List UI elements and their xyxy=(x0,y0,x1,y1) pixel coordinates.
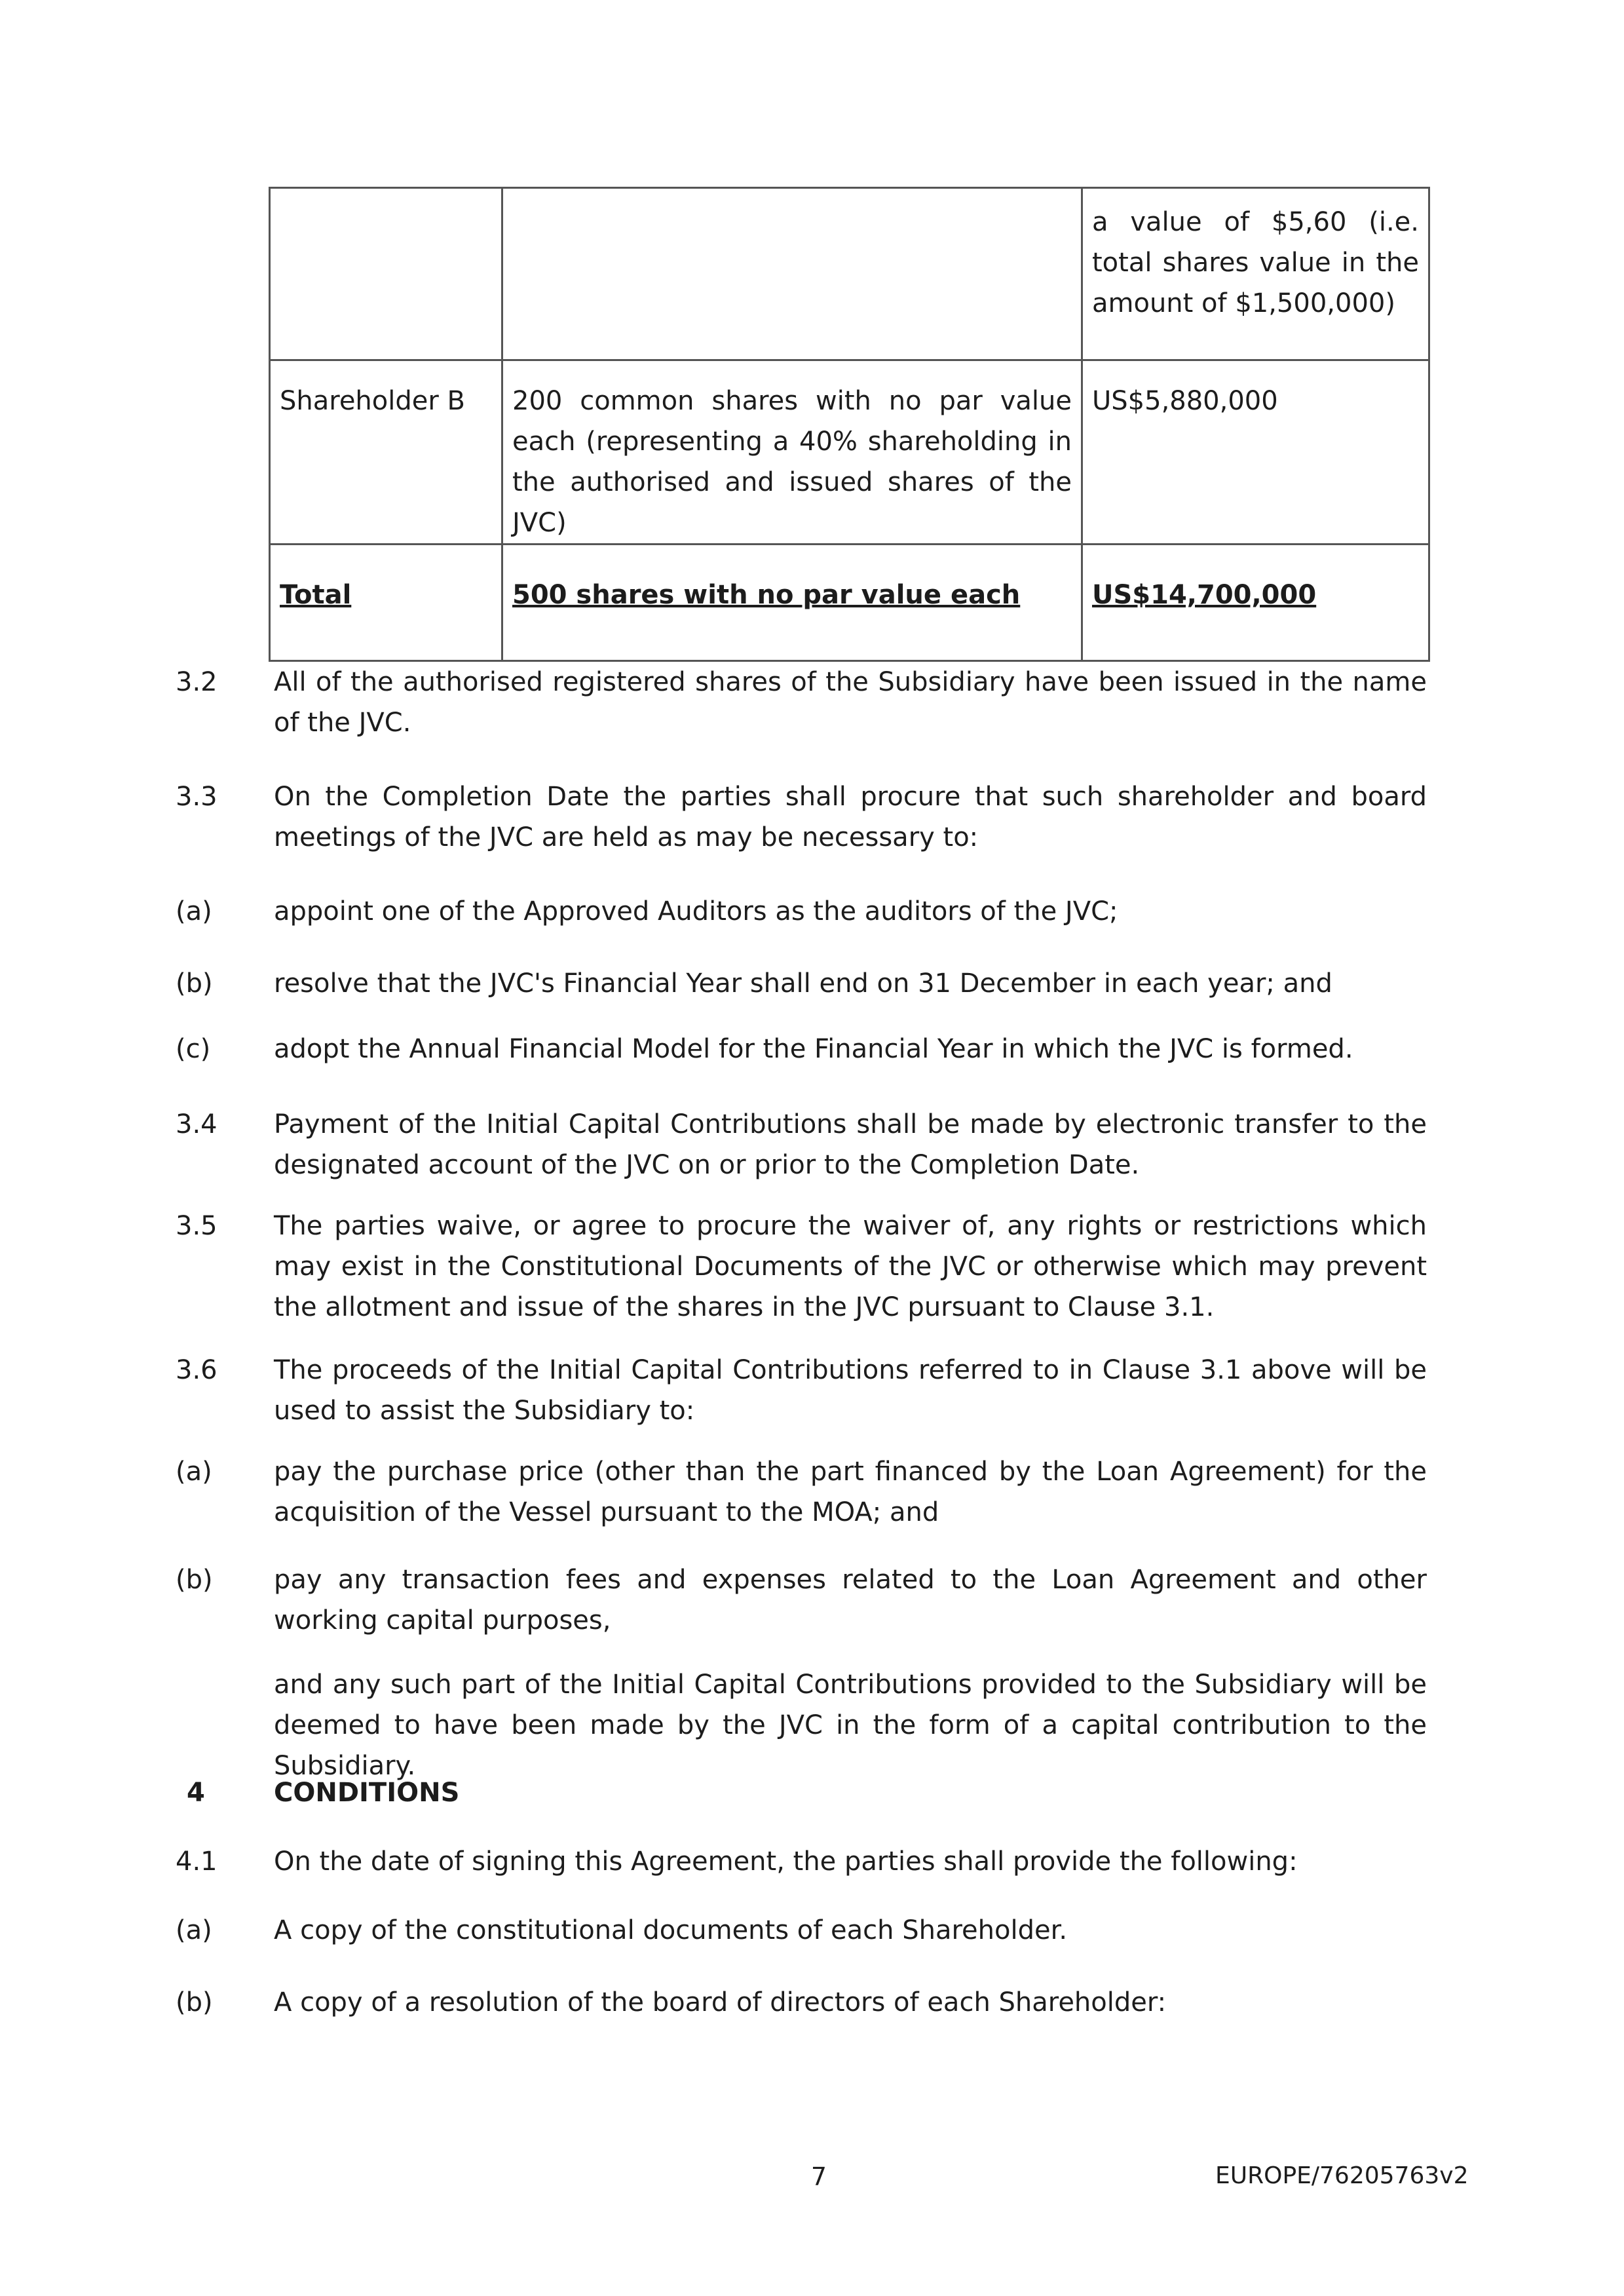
clause-text: Payment of the Initial Capital Contributions shall be made by electronic transfer to the designated account of the JVC on or prior to the Completion Date. xyxy=(274,1109,1427,1180)
clause-text: A copy of the constitutional documents of each Shareholder. xyxy=(274,1915,1068,1945)
total-label: Total xyxy=(280,580,352,610)
clause-number: (a) xyxy=(176,1915,212,1945)
table-cell-description xyxy=(502,188,1082,360)
clause-number: 4.1 xyxy=(176,1846,217,1877)
clause-number: (b) xyxy=(176,1565,213,1595)
clause-number: 3.6 xyxy=(176,1355,217,1385)
clause-text: adopt the Annual Financial Model for the Financial Year in which the JVC is formed. xyxy=(274,1034,1353,1064)
clause-text: pay the purchase price (other than the part financed by the Loan Agreement) for the acquisition of the Vessel pursuant to the MOA; and xyxy=(274,1457,1427,1527)
table-row-total xyxy=(270,545,1429,661)
table-cell-total-description xyxy=(502,545,1082,661)
total-description: 500 shares with no par value each xyxy=(512,580,1021,610)
table-cell-holder: Shareholder B xyxy=(270,360,502,545)
table-cell-total-label xyxy=(270,545,502,661)
clause-text: resolve that the JVC's Financial Year shall end on 31 December in each year; and xyxy=(274,968,1332,999)
clause-number: (a) xyxy=(176,896,212,927)
clause-text: All of the authorised registered shares of the Subsidiary have been issued in the name of the JVC. xyxy=(274,667,1427,738)
clause-text: A copy of a resolution of the board of directors of each Shareholder: xyxy=(274,1987,1167,2018)
clause-number: (a) xyxy=(176,1457,212,1487)
clause-text: The parties waive, or agree to procure the waiver of, any rights or restrictions which may exist in the Constitutional Documents of the JVC or otherwise which may prevent the allotment and issue of the shares in the JVC pursuant to Clause 3.1. xyxy=(274,1211,1427,1322)
clause-number: 3.5 xyxy=(176,1211,217,1241)
table-cell-total-value xyxy=(1082,545,1429,661)
table-cell-description: 200 common shares with no par value each (representing a 40% shareholding in the authorised and issued shares of the JVC) xyxy=(502,360,1082,545)
clause-text: and any such part of the Initial Capital Contributions provided to the Subsidiary will be deemed to have been made by the JVC in the form of a capital contribution to the Subsidiary. xyxy=(274,1670,1427,1781)
table-row xyxy=(270,360,1429,545)
clause-text: On the Completion Date the parties shall procure that such shareholder and board meetings of the JVC are held as may be necessary to: xyxy=(274,782,1427,852)
table-cell-holder xyxy=(270,188,502,360)
table-row xyxy=(270,188,1429,360)
section-heading: CONDITIONS xyxy=(274,1778,460,1808)
table-cell-value: US$5,880,000 xyxy=(1082,360,1429,545)
clause-number: 3.2 xyxy=(176,667,217,697)
shareholding-table xyxy=(269,187,1430,662)
clause-number: (b) xyxy=(176,1987,213,2018)
clause-number: 3.3 xyxy=(176,782,217,812)
page-number: 7 xyxy=(810,2162,827,2191)
clause-text: appoint one of the Approved Auditors as the auditors of the JVC; xyxy=(274,896,1118,927)
clause-number: (c) xyxy=(176,1034,211,1064)
clause-text: The proceeds of the Initial Capital Contributions referred to in Clause 3.1 above will be used to assist the Subsidiary to: xyxy=(274,1355,1427,1426)
clause-number: 4 xyxy=(187,1778,205,1808)
total-value: US$14,700,000 xyxy=(1092,580,1317,610)
clause-number: (b) xyxy=(176,968,213,999)
table-cell-value: a value of $5,60 (i.e. total shares value in the amount of $1,500,000) xyxy=(1082,188,1429,360)
clause-text: On the date of signing this Agreement, the parties shall provide the following: xyxy=(274,1846,1298,1877)
clause-text: pay any transaction fees and expenses related to the Loan Agreement and other working capital purposes, xyxy=(274,1565,1427,1636)
document-reference: EUROPE/76205763v2 xyxy=(1215,2162,1469,2189)
clause-number: 3.4 xyxy=(176,1109,217,1139)
